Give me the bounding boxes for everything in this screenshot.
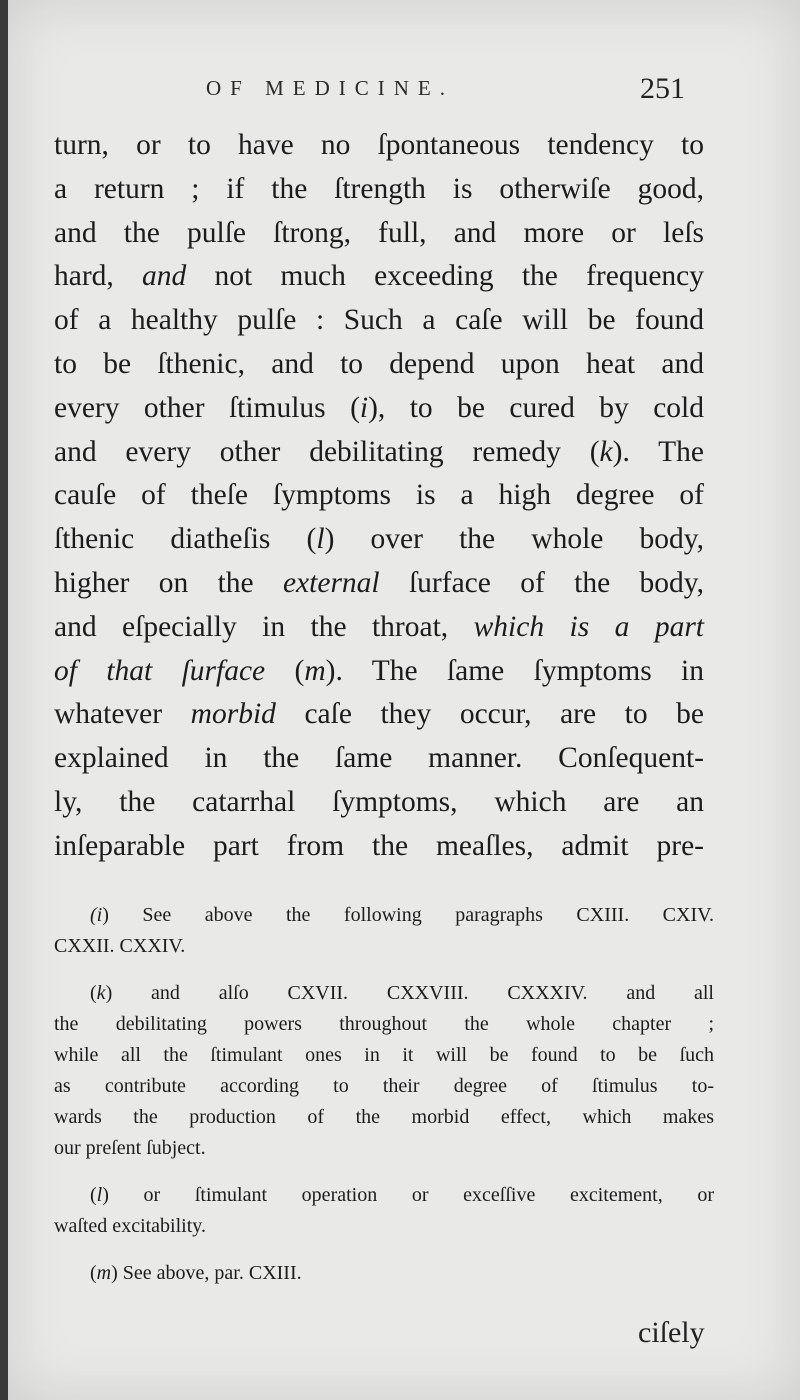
text-run: ) over the whole body, xyxy=(324,523,704,556)
footnotes xyxy=(54,900,714,1305)
text-line xyxy=(54,299,704,343)
body-text xyxy=(54,124,704,869)
text-run: ). The xyxy=(612,435,704,468)
text-run: inſeparable part from the meaſles, admit pre- xyxy=(54,829,704,862)
footnote-line xyxy=(54,1071,714,1102)
running-title: OF MEDICINE. xyxy=(206,76,454,100)
footnote-line xyxy=(54,1258,714,1289)
text-run: cauſe of theſe ſymptoms is a high degree of xyxy=(54,479,704,512)
text-line xyxy=(54,343,704,387)
text-run: while all the ſtimulant ones in it will be found to be ſuch xyxy=(54,1044,714,1066)
text-run: ſthenic diatheſis ( xyxy=(54,523,317,556)
italic-run: l xyxy=(316,523,325,556)
italic-run: k xyxy=(599,435,613,468)
catchword: ciſely xyxy=(638,1316,705,1349)
footnote-line xyxy=(54,1211,714,1242)
italic-run: ( xyxy=(90,904,97,926)
text-run: caſe they occur, are to be xyxy=(275,698,704,731)
text-line xyxy=(54,255,704,299)
text-line xyxy=(54,650,704,694)
text-line xyxy=(54,474,704,518)
text-run: of a healthy pulſe : Such a caſe will be found xyxy=(54,304,704,337)
italic-run: which is a part xyxy=(473,610,704,643)
text-run: CXXII. CXXIV. xyxy=(54,935,186,957)
text-run: ( xyxy=(265,654,305,687)
text-run: ) See above the following paragraphs CXIII. CXIV. xyxy=(102,904,714,926)
text-run: ( xyxy=(90,1184,97,1206)
footnote xyxy=(54,1258,714,1289)
text-run: the debilitating powers throughout the whole chapter ; xyxy=(54,1013,714,1035)
text-run: and every other debilitating remedy ( xyxy=(54,435,600,468)
book-page xyxy=(8,0,800,1400)
page-header xyxy=(8,72,800,112)
footnote-line xyxy=(54,978,714,1009)
text-run: a return ; if the ſtrength is otherwiſe good, xyxy=(54,172,704,205)
italic-run: i xyxy=(359,391,369,424)
text-line xyxy=(54,431,704,475)
text-run: hard, xyxy=(54,260,142,293)
text-run: waſted excitability. xyxy=(54,1215,206,1237)
text-run: turn, or to have no ſpontaneous tendency to xyxy=(54,129,704,161)
italic-run: k xyxy=(96,982,106,1004)
text-line xyxy=(54,124,704,168)
italic-run: i xyxy=(96,904,103,926)
italic-run: of that ſurface xyxy=(54,654,266,687)
text-line xyxy=(54,562,704,606)
italic-run: and xyxy=(142,260,187,293)
footnote xyxy=(54,900,714,962)
italic-run: l xyxy=(96,1184,103,1206)
footnote-line xyxy=(54,1040,714,1071)
text-run: our preſent ſubject. xyxy=(54,1137,206,1159)
text-run: wards the production of the morbid effect, which makes xyxy=(54,1106,714,1128)
italic-run: m xyxy=(96,1262,112,1284)
italic-run: morbid xyxy=(190,698,276,731)
text-run: ). The ſame ſymptoms in xyxy=(325,654,704,687)
footnote-line xyxy=(54,1102,714,1133)
footnote-line xyxy=(54,1009,714,1040)
text-run: every other ſtimulus ( xyxy=(54,391,360,424)
text-run: to be ſthenic, and to depend upon heat and xyxy=(54,347,704,380)
text-line xyxy=(54,825,704,869)
text-run: as contribute according to their degree of ſtimulus to- xyxy=(54,1075,714,1097)
text-run: ly, the catarrhal ſymptoms, which are an xyxy=(54,785,704,818)
footnote-line xyxy=(54,900,714,931)
footnote xyxy=(54,978,714,1164)
footnote xyxy=(54,1180,714,1242)
footnote-line xyxy=(54,931,714,962)
text-line xyxy=(54,606,704,650)
text-run: explained in the ſame manner. Conſequent- xyxy=(54,742,704,775)
page-number: 251 xyxy=(640,72,685,105)
text-run: ), to be cured by cold xyxy=(368,391,704,424)
footnote-line xyxy=(54,1180,714,1211)
text-line xyxy=(54,387,704,431)
text-run: ) See above, par. CXIII. xyxy=(111,1262,302,1284)
text-line xyxy=(54,737,704,781)
text-line xyxy=(54,693,704,737)
text-run: whatever xyxy=(54,698,191,731)
text-line xyxy=(54,518,704,562)
text-run: ( xyxy=(90,982,97,1004)
text-run: ſurface of the body, xyxy=(379,566,704,599)
text-run: ( xyxy=(90,1262,97,1284)
text-run: and the pulſe ſtrong, full, and more or leſs xyxy=(54,216,704,249)
text-line xyxy=(54,781,704,825)
italic-run: m xyxy=(304,654,326,687)
text-line xyxy=(54,212,704,256)
footnote-line xyxy=(54,1133,714,1164)
text-run: not much exceeding the frequency xyxy=(186,260,704,293)
text-line xyxy=(54,168,704,212)
text-run: ) or ſtimulant operation or exceſſive excitement, or xyxy=(102,1184,714,1206)
text-run: ) and alſo CXVII. CXXVIII. CXXXIV. and all xyxy=(105,982,714,1004)
text-run: and eſpecially in the throat, xyxy=(54,610,474,643)
italic-run: external xyxy=(282,566,380,599)
text-run: higher on the xyxy=(54,566,283,599)
